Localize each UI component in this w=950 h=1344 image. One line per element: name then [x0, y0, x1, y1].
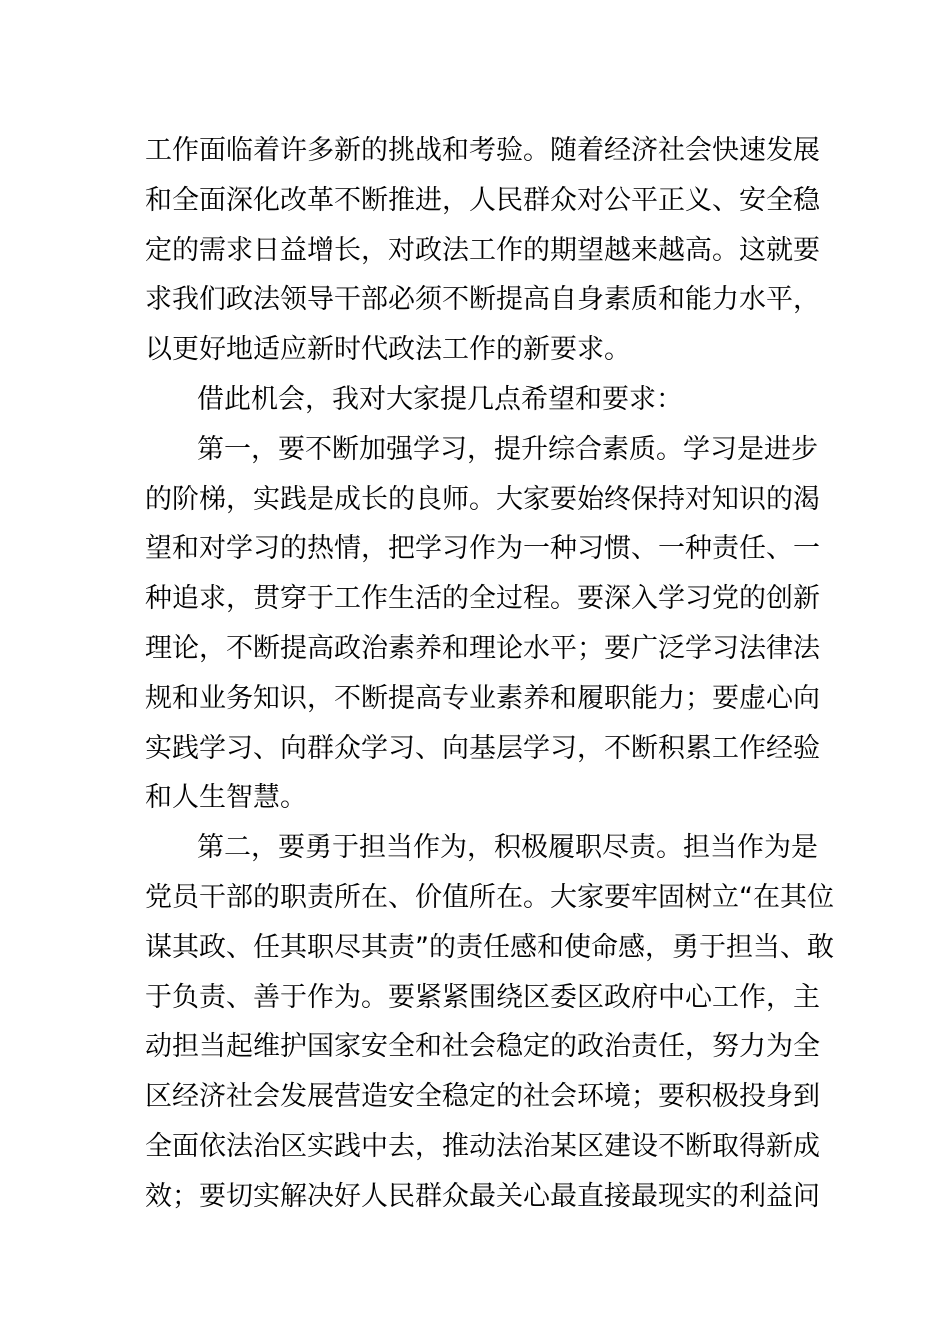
- document-body: [145, 126, 834, 1222]
- text-line: 工作面临着许多新的挑战和考验。随着经济社会快速发展: [145, 135, 820, 166]
- text-line: 党员干部的职责所在、价值所在。大家要牢固树立“在其位: [145, 881, 834, 913]
- text-line: 于负责、善于作为。要紧紧围绕区委区政府中心工作，主: [145, 981, 820, 1013]
- text-line: 动担当起维护国家安全和社会稳定的政治责任，努力为全: [145, 1031, 820, 1063]
- text-line: 规和业务知识，不断提高专业素养和履职能力；要虚心向: [145, 682, 820, 714]
- text-line: 区经济社会发展营造安全稳定的社会环境；要积极投身到: [145, 1081, 820, 1113]
- text-line: 谋其政、任其职尽其责”的责任感和使命感，勇于担当、敢: [145, 931, 834, 963]
- text-line: 望和对学习的热情，把学习作为一种习惯、一种责任、一: [145, 533, 820, 565]
- text-line: 全面依法治区实践中去，推动法治某区建设不断取得新成: [145, 1130, 820, 1162]
- text-line: 和人生智慧。: [145, 782, 307, 814]
- paragraph-first-point: 第一，要不断加强学习，提升综合素质。学习是进步: [197, 433, 818, 465]
- text-line: 定的需求日益增长，对政法工作的期望越来越高。这就要: [145, 234, 820, 266]
- text-line: 实践学习、向群众学习、向基层学习，不断积累工作经验: [145, 732, 820, 764]
- text-line: 求我们政法领导干部必须不断提高自身素质和能力水平，: [145, 284, 820, 316]
- text-line: 和全面深化改革不断推进，人民群众对公平正义、安全稳: [145, 184, 820, 216]
- text-line: 理论，不断提高政治素养和理论水平；要广泛学习法律法: [145, 632, 820, 664]
- text-line: 种追求，贯穿于工作生活的全过程。要深入学习党的创新: [145, 583, 820, 615]
- paragraph-second-point: 第二，要勇于担当作为，积极履职尽责。担当作为是: [197, 832, 818, 864]
- text-line: 效；要切实解决好人民群众最关心最直接最现实的利益问: [145, 1180, 820, 1212]
- text-line: 以更好地适应新时代政法工作的新要求。: [145, 334, 631, 366]
- text-line: 的阶梯，实践是成长的良师。大家要始终保持对知识的渴: [145, 483, 820, 515]
- paragraph-intro: 借此机会，我对大家提几点希望和要求：: [197, 383, 683, 415]
